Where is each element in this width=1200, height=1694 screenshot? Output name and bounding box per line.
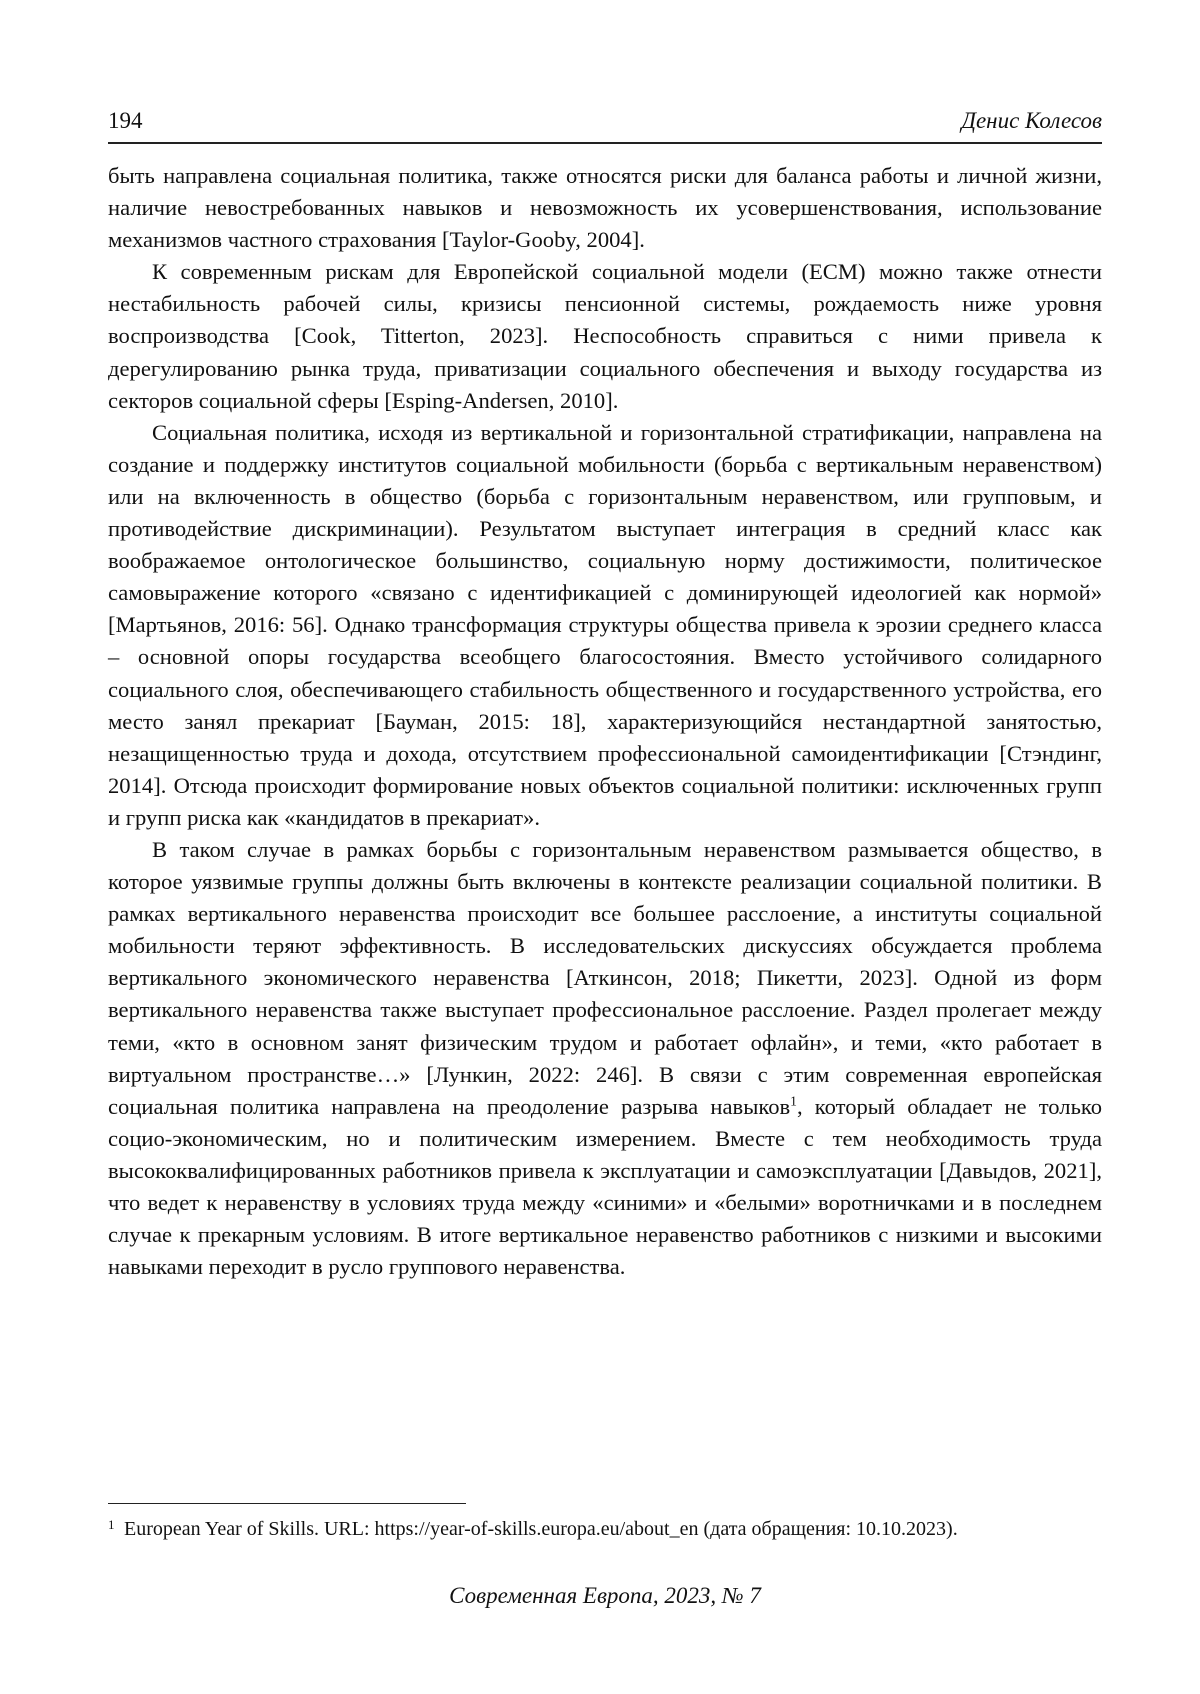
running-head-author: Денис Колесов <box>961 108 1102 133</box>
body-text <box>108 160 1102 1283</box>
paragraph-4-part-a: В таком случае в рамках борьбы с горизонтальным неравенством размывается общество, в которое уязвимые группы должны быть включены в контексте реализации социальной политики. В рамках вертикального неравенства происходит все большее расслоение, а институты социальной мобильности теряют эффективность. В исследовательских дискуссиях обсуждается проблема вертикального экономического неравенства [Аткинсон, 2018; Пикетти, 2023]. Одной из форм вертикального неравенства также выступает профессиональное расслоение. Раздел пролегает между теми, «кто в основном занят физическим трудом и работает офлайн», и теми, «кто работает в виртуальном пространстве…» [Лункин, 2022: 246]. В связи с этим современная европейская социальная политика направлена на преодоление разрыва навыков <box>108 836 1102 1119</box>
page-number: 194 <box>108 108 143 133</box>
footnote-mark: 1 <box>108 1517 115 1532</box>
paragraph-3: Социальная политика, исходя из вертикальной и горизонтальной стратификации, направлена на создание и поддержку институтов социальной мобильности (борьба с вертикальным неравенством) или на включенность в общество (борьба с горизонтальным неравенством, или групповым, и противодействие дискриминации). Результатом выступает интеграция в средний класс как воображаемое онтологическое большинство, социальную норму достижимости, политическое самовыражение которого «связано с идентификацией с доминирующей идеологией как нормой» [Мартьянов, 2016: 56]. Однако трансформация структуры общества привела к эрозии среднего класса – основной опоры государства всеобщего благосостояния. Вместо устойчивого солидарного социального слоя, обеспечивающего стабильность общественного и государственного устройства, его место занял прекариат [Бауман, 2015: 18], характеризующийся нестандартной занятостью, незащищенностью труда и дохода, отсутствием профессиональной самоидентификации [Стэндинг, 2014]. Отсюда происходит формирование новых объектов социальной политики: исключенных групп и групп риска как «кандидатов в прекариат». <box>108 419 1102 830</box>
footnote-separator <box>108 1503 466 1504</box>
running-header <box>108 106 1102 144</box>
footnote-reference[interactable]: 1 <box>790 1093 797 1109</box>
paragraph-2: К современным рискам для Европейской социальной модели (ЕСМ) можно также отнести нестабильность рабочей силы, кризисы пенсионной системы, рождаемость ниже уровня воспроизводства [Cook, Titterton, 2023]. Неспособность справиться с ними привела к дерегулированию рынка труда, приватизации социального обеспечения и выходу государства из секторов социальной сферы [Esping-Andersen, 2010]. <box>108 259 1102 413</box>
paragraph-4 <box>108 834 1102 1283</box>
journal-footer: Современная Европа, 2023, № 7 <box>449 1583 761 1608</box>
footnote <box>108 1516 1102 1542</box>
paragraph-1: быть направлена социальная политика, также относятся риски для баланса работы и личной жизни, наличие невостребованных навыков и невозможность их усовершенствования, использование механизмов частного страхования [Taylor-Gooby, 2004]. <box>108 163 1102 253</box>
footnote-text: European Year of Skills. URL: https://year-of-skills.europa.eu/about_en (дата обращения: 10.10.2023). <box>124 1518 958 1540</box>
paragraph-4-part-b: , который обладает не только социо-экономическим, но и политическим измерением. Вместе с тем необходимость труда высококвалифицированных работников привела к эксплуатации и самоэксплуатации [Давыдов, 2021], что ведет к неравенству в условиях труда между «синими» и «белыми» воротничками и в последнем случае к прекарным условиям. В итоге вертикальное неравенство работников с низкими и высокими навыками переходит в русло группового неравенства. <box>108 1093 1102 1280</box>
